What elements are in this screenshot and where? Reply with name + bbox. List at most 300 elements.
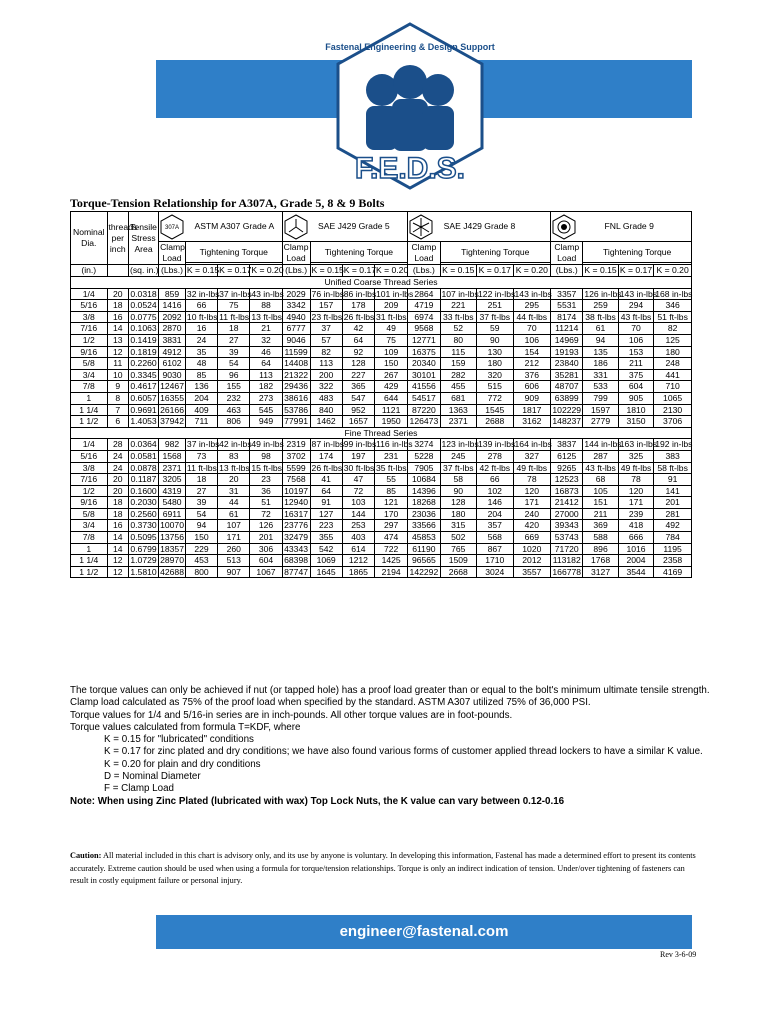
table-cell: 1121 — [374, 404, 407, 416]
table-cell: 1416 — [159, 300, 186, 312]
table-cell: 35 — [185, 346, 217, 358]
table-cell: 42 in-lbs — [219, 439, 252, 450]
table-cell: 53786 — [282, 404, 310, 416]
table-cell: 306 — [250, 543, 282, 555]
header-clamp-a307: Clamp Load — [160, 242, 185, 263]
table-cell: 36 — [250, 485, 282, 497]
table-cell: 18 — [107, 508, 128, 520]
table-cell: 178 — [342, 300, 374, 312]
table-cell: 212 — [513, 358, 551, 370]
table-cell: 86 in-lbs — [343, 288, 377, 299]
table-cell: 155 — [218, 381, 250, 393]
table-cell: 295 — [513, 300, 551, 312]
table-cell: 106 — [513, 334, 551, 346]
table-cell: 90 — [477, 334, 514, 346]
table-cell: 180 — [477, 358, 514, 370]
table-cell: 248 — [654, 358, 692, 370]
table-cell: 1.5810 — [130, 566, 157, 577]
header-torque-g5: Tightening Torque — [310, 242, 408, 263]
table-cell: 1657 — [342, 416, 374, 428]
table-cell: 73 — [185, 450, 217, 462]
table-cell: 11 ft-lbs — [186, 462, 217, 473]
table-cell: 11214 — [551, 323, 583, 335]
table-cell: 7568 — [282, 474, 310, 486]
section-label: Unified Coarse Thread Series — [71, 277, 692, 289]
table-cell: 515 — [477, 381, 514, 393]
table-cell: 49 in-lbs — [251, 439, 284, 450]
table-cell: 907 — [218, 566, 250, 578]
table-cell: 28 — [107, 439, 128, 451]
table-cell: 800 — [185, 566, 217, 578]
grade-5-label: SAE J429 Grade 5 — [318, 220, 390, 231]
table-cell: 513 — [218, 555, 250, 567]
table-cell: 223 — [310, 520, 342, 532]
table-cell: 0.1600 — [130, 485, 157, 496]
table-cell: 5/8 — [71, 508, 108, 520]
table-cell: 403 — [342, 532, 374, 544]
table-cell: 32 in-lbs — [186, 288, 220, 299]
table-cell: 26166 — [160, 404, 184, 415]
table-cell: 126 in-lbs — [584, 288, 622, 299]
table-row — [71, 474, 692, 486]
table-cell: 9/16 — [71, 346, 108, 358]
table-cell: 16 — [107, 520, 128, 532]
table-cell: 3/4 — [71, 369, 108, 381]
table-cell: 168 in-lbs — [655, 288, 693, 299]
table-cell: 331 — [583, 369, 618, 381]
table-cell: 18268 — [408, 497, 440, 509]
table-cell: 209 — [374, 300, 407, 312]
table-cell: 2029 — [282, 288, 310, 300]
table-cell: 15 ft-lbs — [251, 462, 282, 473]
table-row — [71, 334, 692, 346]
note-line: K = 0.15 for "lubricated" conditions — [104, 734, 254, 746]
table-cell: 711 — [185, 416, 217, 428]
table-cell: 43 ft-lbs — [583, 462, 618, 474]
table-cell: 20340 — [408, 358, 440, 370]
table-cell: 1 1/2 — [71, 566, 108, 578]
table-cell: 772 — [477, 392, 514, 404]
table-cell: 5/16 — [71, 450, 108, 462]
table-cell: 18357 — [160, 543, 184, 554]
table-cell: 53743 — [551, 532, 583, 544]
table-cell: 11 — [107, 358, 128, 370]
table-cell: 54 — [218, 358, 250, 370]
table-cell: 75 — [218, 300, 250, 312]
table-cell: 20 — [107, 474, 128, 486]
table-cell: 16873 — [551, 485, 583, 497]
k-020: K = 0.20 — [654, 265, 692, 277]
table-cell: 96565 — [408, 555, 440, 567]
table-cell: 12467 — [160, 381, 184, 392]
table-cell: 320 — [477, 369, 514, 381]
table-cell: 6125 — [551, 450, 583, 462]
grade-a307-label: ASTM A307 Grade A — [194, 220, 275, 231]
table-cell: 83 — [218, 450, 250, 462]
table-cell: 0.1187 — [129, 474, 159, 486]
table-cell: 87747 — [282, 566, 310, 578]
table-cell: 9265 — [551, 462, 583, 474]
table-cell: 107 in-lbs — [441, 288, 479, 299]
unit-lbs: (Lbs.) — [551, 265, 583, 277]
section-label: Fine Thread Series — [71, 427, 692, 439]
table-cell: 240 — [513, 508, 551, 520]
table-cell: 49 — [374, 323, 407, 335]
table-cell: 0.3730 — [130, 520, 157, 531]
table-cell: 141 — [654, 485, 692, 497]
table-cell: 4319 — [159, 485, 186, 497]
table-cell: 3706 — [654, 416, 692, 428]
header-grade-8 — [408, 212, 551, 242]
table-row — [71, 532, 692, 544]
table-cell: 29436 — [282, 381, 310, 393]
table-cell: 42688 — [160, 566, 184, 577]
caution-text — [70, 850, 700, 888]
table-cell: 0.5095 — [130, 532, 157, 543]
table-cell: 75 — [374, 334, 407, 346]
k-017: K = 0.17 — [477, 265, 514, 277]
table-cell: 3/8 — [71, 311, 108, 323]
table-cell: 4940 — [282, 311, 310, 323]
table-row — [71, 392, 692, 404]
table-cell: 3150 — [618, 416, 653, 428]
table-cell: 186 — [583, 358, 618, 370]
table-cell: 1/2 — [71, 334, 108, 346]
table-cell: 120 — [618, 485, 653, 497]
table-cell: 59 — [477, 323, 514, 335]
notes — [70, 685, 710, 808]
table-cell: 7/8 — [71, 381, 108, 393]
table-cell: 23 — [250, 474, 282, 486]
table-cell: 39 — [185, 497, 217, 509]
table-cell: 799 — [583, 392, 618, 404]
hex-bolt-grade9-icon — [552, 214, 576, 240]
table-cell: 103 — [342, 497, 374, 509]
table-cell: 37 ft-lbs — [477, 311, 514, 323]
table-cell: 120 — [513, 485, 551, 497]
k-017: K = 0.17 — [343, 265, 377, 275]
table-cell: 1212 — [342, 555, 374, 567]
table-cell: 840 — [310, 404, 342, 416]
table-cell: 4912 — [159, 346, 186, 358]
table-cell: 37 — [310, 323, 342, 335]
email-link[interactable]: engineer@fastenal.com — [339, 923, 509, 940]
table-cell: 1545 — [477, 404, 514, 416]
feds-logo — [325, 20, 495, 192]
table-cell: 1065 — [654, 392, 692, 404]
header-clamp-g5: Clamp Load — [283, 242, 309, 263]
table-cell: 0.1419 — [130, 334, 157, 345]
header-clamp-g8: Clamp Load — [408, 242, 440, 265]
table-cell: 502 — [440, 532, 477, 544]
table-row — [71, 358, 692, 370]
table-cell: 31 ft-lbs — [375, 311, 407, 322]
table-cell: 909 — [513, 392, 551, 404]
table-cell: 182 — [250, 381, 282, 393]
table-cell: 12 — [107, 346, 128, 358]
table-cell: 251 — [477, 300, 514, 312]
table-cell: 146 — [477, 497, 514, 509]
table-cell: 18 — [218, 323, 250, 335]
table-cell: 52 — [440, 323, 477, 335]
table-cell: 7905 — [408, 462, 440, 474]
header-threads: threads per inch — [107, 212, 128, 265]
table-cell: 441 — [654, 369, 692, 381]
table-cell: 163 in-lbs — [619, 439, 658, 450]
table-cell: 6974 — [408, 311, 440, 323]
table-cell: 429 — [374, 381, 407, 393]
table-cell: 9046 — [282, 334, 310, 346]
table-row — [71, 323, 692, 335]
table-cell: 115 — [440, 346, 477, 358]
table-cell: 192 in-lbs — [655, 439, 693, 450]
table-cell: 1 1/4 — [71, 555, 108, 567]
table-cell: 0.0878 — [130, 462, 157, 473]
table-cell: 99 in-lbs — [343, 439, 377, 450]
table-cell: 166778 — [552, 566, 582, 577]
table-cell: 91 — [654, 474, 692, 486]
table-cell: 681 — [440, 392, 477, 404]
table-row — [71, 381, 692, 393]
table-cell: 18 — [185, 474, 217, 486]
table-cell: 492 — [654, 520, 692, 532]
table-cell: 68398 — [282, 555, 310, 567]
table-cell: 905 — [618, 392, 653, 404]
table-cell: 784 — [654, 532, 692, 544]
table-cell: 0.2560 — [130, 508, 157, 519]
table-cell: 355 — [310, 532, 342, 544]
table-cell: 1195 — [654, 543, 692, 555]
table-cell: 1 — [71, 392, 108, 404]
table-cell: 231 — [374, 450, 407, 462]
table-cell: 1865 — [342, 566, 374, 578]
table-cell: 463 — [218, 404, 250, 416]
table-cell: 229 — [185, 543, 217, 555]
section-header-row — [71, 427, 692, 439]
table-cell: 547 — [342, 392, 374, 404]
svg-text:307A: 307A — [165, 224, 180, 231]
header-nominal-dia: Nominal Dia. — [71, 212, 108, 265]
table-cell: 116 in-lbs — [375, 439, 413, 450]
table-cell: 7 — [107, 404, 128, 416]
table-cell: 614 — [342, 543, 374, 555]
table-cell: 5599 — [282, 462, 310, 474]
table-cell: 11599 — [282, 346, 310, 358]
table-cell: 13 — [107, 334, 128, 346]
table-cell: 1710 — [477, 555, 514, 567]
table-row — [71, 404, 692, 416]
table-cell: 1817 — [513, 404, 551, 416]
table-cell: 27 — [218, 334, 250, 346]
table-cell: 281 — [654, 508, 692, 520]
unit-lbs: (Lbs.) — [282, 265, 310, 277]
table-cell: 1950 — [374, 416, 407, 428]
note-line: Torque values calculated from formula T=KDF, where — [70, 721, 301, 733]
table-cell: 2130 — [654, 404, 692, 416]
k-020: K = 0.20 — [375, 265, 409, 275]
table-cell: 170 — [374, 508, 407, 520]
table-cell: 455 — [440, 381, 477, 393]
table-cell: 94 — [583, 334, 618, 346]
table-cell: 24 — [185, 334, 217, 346]
table-cell: 72 — [342, 485, 374, 497]
table-cell: 3/8 — [71, 462, 108, 474]
table-cell: 0.0581 — [130, 450, 157, 461]
logo-arc-text: Fastenal Engineering & Design Support — [325, 42, 495, 52]
table-cell: 101 in-lbs — [375, 288, 414, 299]
unit-sqin: (sq. in.) — [130, 265, 159, 275]
table-cell: 1069 — [310, 555, 342, 567]
table-cell: 61 — [218, 508, 250, 520]
table-cell: 113182 — [551, 555, 583, 567]
table-cell: 24 — [107, 450, 128, 462]
table-cell: 204 — [185, 392, 217, 404]
table-cell: 12940 — [282, 497, 310, 509]
logo-wordmark: F.E.D.S. — [354, 152, 466, 185]
table-cell: 253 — [342, 520, 374, 532]
note-line: Torque values for 1/4 and 5/16-in series are in inch-pounds. All other torque values are in foot-pounds. — [70, 709, 513, 721]
table-cell: 710 — [654, 381, 692, 393]
table-row — [71, 311, 692, 323]
table-cell: 144 — [342, 508, 374, 520]
table-cell: 9 — [107, 381, 128, 393]
table-cell: 174 — [310, 450, 342, 462]
table-cell: 45853 — [408, 532, 440, 544]
table-cell: 3/4 — [71, 520, 108, 532]
table-cell: 9030 — [159, 369, 186, 381]
table-row — [71, 485, 692, 497]
table-cell: 3342 — [282, 300, 310, 312]
table-cell: 5480 — [159, 497, 186, 509]
table-cell: 31 — [218, 485, 250, 497]
unit-lbs: (Lbs.) — [159, 265, 186, 277]
table-cell: 90 — [440, 485, 477, 497]
header-grade-a307 — [159, 212, 283, 242]
table-cell: 126 — [250, 520, 282, 532]
table-cell: 6 — [107, 416, 128, 428]
table-cell: 12523 — [551, 474, 583, 486]
table-cell: 18 — [107, 300, 128, 312]
table-cell: 14 — [107, 323, 128, 335]
table-cell: 130 — [477, 346, 514, 358]
table-cell: 14969 — [551, 334, 583, 346]
table-cell: 10 ft-lbs — [186, 311, 218, 322]
table-row — [71, 543, 692, 555]
table-cell: 37 ft-lbs — [440, 462, 477, 474]
table-cell: 1/4 — [71, 288, 108, 300]
table-cell: 2194 — [374, 566, 407, 578]
table-cell: 2319 — [282, 439, 310, 451]
table-cell: 41 — [310, 474, 342, 486]
table-cell: 98 — [250, 450, 282, 462]
table-cell: 0.2030 — [130, 497, 157, 508]
table-cell: 96 — [218, 369, 250, 381]
table-cell: 106 — [618, 334, 653, 346]
table-cell: 16 — [107, 311, 128, 323]
revision-label: Rev 3-6-09 — [660, 950, 697, 959]
table-cell: 1768 — [583, 555, 618, 567]
table-cell: 588 — [583, 532, 618, 544]
table-cell: 20 — [218, 474, 250, 486]
table-cell: 982 — [159, 439, 186, 451]
table-cell: 150 — [185, 532, 217, 544]
table-row — [71, 300, 692, 312]
table-cell: 201 — [250, 532, 282, 544]
table-cell: 91 — [310, 497, 342, 509]
table-cell: 127 — [310, 508, 342, 520]
table-cell: 94 — [185, 520, 217, 532]
table-cell: 27 — [185, 485, 217, 497]
table-cell: 128 — [440, 497, 477, 509]
table-cell: 0.6057 — [130, 392, 157, 403]
table-cell: 1020 — [513, 543, 551, 555]
table-cell: 26 ft-lbs — [311, 462, 343, 473]
table-cell: 7/16 — [71, 323, 108, 335]
table-cell: 453 — [185, 555, 217, 567]
table-cell: 113 — [310, 358, 342, 370]
table-cell: 46 — [250, 346, 282, 358]
table-cell: 154 — [513, 346, 551, 358]
table-cell: 123 in-lbs — [441, 439, 479, 450]
hex-bolt-307a-icon — [160, 214, 184, 240]
table-cell: 14408 — [282, 358, 310, 370]
table-cell: 148237 — [552, 416, 582, 427]
table-cell: 28970 — [160, 555, 184, 566]
table-cell: 859 — [159, 288, 186, 300]
table-cell: 3357 — [551, 288, 583, 300]
table-cell: 282 — [440, 369, 477, 381]
table-cell: 3205 — [159, 474, 186, 486]
table-cell: 297 — [374, 520, 407, 532]
table-cell: 1 — [71, 543, 108, 555]
table-cell: 18 — [107, 497, 128, 509]
table-cell: 64 — [310, 485, 342, 497]
table-cell: 12 — [107, 555, 128, 567]
table-cell: 77991 — [282, 416, 310, 428]
table-cell: 47 — [342, 474, 374, 486]
torque-table — [70, 211, 692, 578]
table-cell: 545 — [250, 404, 282, 416]
table-cell: 287 — [583, 450, 618, 462]
table-cell: 43343 — [282, 543, 310, 555]
unit-lbs: (Lbs.) — [408, 265, 440, 277]
table-cell: 19193 — [551, 346, 583, 358]
table-cell: 66 — [477, 474, 514, 486]
table-cell: 14 — [107, 532, 128, 544]
table-cell: 420 — [513, 520, 551, 532]
table-cell: 180 — [440, 508, 477, 520]
table-cell: 221 — [440, 300, 477, 312]
table-cell: 55 — [374, 474, 407, 486]
table-cell: 3837 — [551, 439, 583, 451]
table-cell: 3162 — [513, 416, 551, 428]
table-cell: 13756 — [160, 532, 184, 543]
table-cell: 3557 — [513, 566, 551, 578]
table-cell: 232 — [218, 392, 250, 404]
table-cell: 346 — [654, 300, 692, 312]
table-cell: 164 in-lbs — [514, 439, 552, 450]
table-cell: 4719 — [408, 300, 440, 312]
table-cell: 383 — [654, 450, 692, 462]
table-cell: 239 — [618, 508, 653, 520]
table-cell: 32479 — [282, 532, 310, 544]
table-cell: 409 — [185, 404, 217, 416]
table-cell: 644 — [374, 392, 407, 404]
table-cell: 24 — [107, 462, 128, 474]
table-cell: 200 — [310, 369, 342, 381]
table-cell: 10 — [107, 369, 128, 381]
table-cell: 107 — [218, 520, 250, 532]
